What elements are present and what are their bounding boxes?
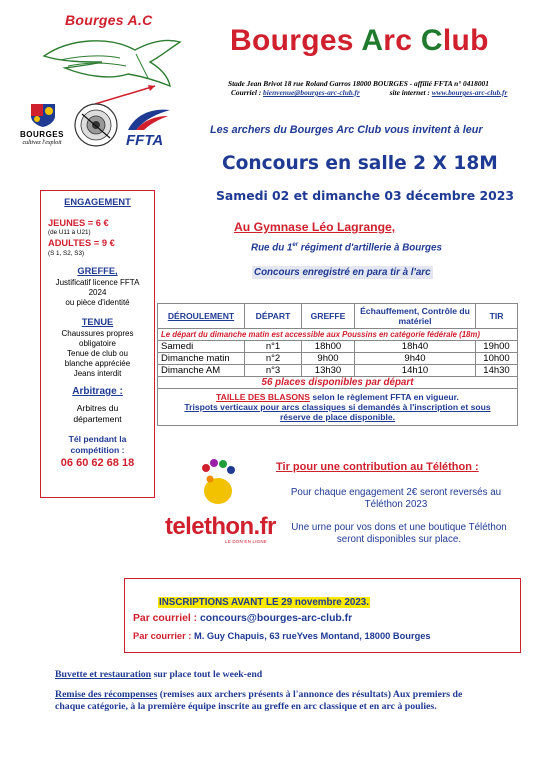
- venue-street-prefix: Rue du 1: [251, 242, 293, 254]
- blasons-cell: [158, 389, 518, 426]
- remise-line-2: chaque catégorie, à la première équipe inscrite au greffe en arc classique et en arc à poulies.: [55, 701, 437, 712]
- inscriptions-deadline: INSCRIPTIONS AVANT LE 29 novembre 2023.: [159, 597, 369, 608]
- telethon-line-2: Téléthon 2023: [364, 499, 428, 510]
- row-1-day: Samedi: [158, 341, 245, 353]
- courrier-label: Par courrier :: [133, 631, 192, 641]
- remise-text: (remises aux archers présents à l'annonce des résultats) Aux premiers de: [157, 689, 463, 700]
- archery-badge-logo: [72, 98, 120, 152]
- header-greffe: GREFFE: [302, 304, 355, 329]
- club-contact-line: [231, 88, 507, 97]
- row-2-day: Dimanche matin: [158, 353, 245, 365]
- header-echauffement: Échauffement, Contrôle du matériel: [355, 304, 476, 329]
- inscriptions-courrier: [133, 631, 431, 641]
- arbitrage-line-1: Arbitres du: [76, 403, 119, 413]
- table-row: [158, 365, 518, 377]
- greffe-title: GREFFE,: [77, 266, 118, 276]
- tenue-title: TENUE: [81, 317, 114, 327]
- schedule-table: [157, 303, 518, 426]
- para-registration: Concours enregistré en para tir à l'arc: [254, 267, 431, 278]
- courriel-label: Courriel :: [231, 88, 262, 97]
- header-deroulement: DÉROULEMENT: [158, 304, 245, 329]
- bourges-emblem-icon: [28, 100, 58, 128]
- schedule-note: Le départ du dimanche matin est accessible aux Poussins en catégorie fédérale (18m): [158, 329, 518, 341]
- ffta-logo: [122, 104, 174, 154]
- row-2-depart: n°2: [245, 353, 302, 365]
- tel-line-2: compétition :: [70, 445, 125, 455]
- venue-name: Au Gymnase Léo Lagrange,: [234, 220, 396, 234]
- buvette-line: [55, 669, 262, 680]
- bourges-name: BOURGES: [20, 130, 64, 139]
- row-2-tir: 10h00: [476, 353, 518, 365]
- title-part-4: C: [420, 24, 443, 57]
- greffe-line-3: ou pièce d'identité: [65, 298, 130, 307]
- table-row: [158, 341, 518, 353]
- inscriptions-box: [124, 578, 521, 653]
- row-2-greffe: 9h00: [302, 353, 355, 365]
- ffta-text: FFTA: [126, 132, 164, 149]
- title-part-5: lub: [442, 24, 489, 57]
- tenue-line-1: Chaussures propres: [61, 329, 134, 338]
- club-logo: [40, 8, 190, 103]
- jeunes-note: (de U11 à U21): [48, 229, 91, 236]
- arbitrage-line-2: département: [73, 414, 122, 424]
- row-3-echauffement: 14h10: [355, 365, 476, 377]
- tenue-line-5: Jeans interdit: [73, 369, 122, 378]
- telethon-logo: [165, 514, 277, 546]
- jeunes-label: JEUNES: [48, 218, 86, 228]
- title-part-2: A: [361, 24, 384, 57]
- bourges-city-logo: [12, 100, 72, 152]
- courriel-link[interactable]: bienvenue@bourges-arc-club.fr: [263, 88, 360, 97]
- adultes-amount: = 9 €: [91, 238, 115, 248]
- telethon-logo-sub: LE DON EN LIGNE: [225, 539, 268, 544]
- tenue-line-4: blanche appréciée: [64, 359, 131, 368]
- club-title: [230, 24, 489, 58]
- telethon-logo-text: telethon.fr: [165, 513, 276, 540]
- site-label: site internet :: [389, 88, 430, 97]
- adultes-price: [48, 238, 115, 248]
- tenue-line-3: Tenue de club ou: [67, 349, 128, 358]
- places-available: 56 places disponibles par départ: [158, 377, 518, 389]
- row-3-greffe: 13h30: [302, 365, 355, 377]
- schedule-note-row: [158, 329, 518, 341]
- telethon-title: Tir pour une contribution au Téléthon :: [276, 461, 479, 473]
- target-badge-icon: [72, 98, 120, 152]
- intro-text: Les archers du Bourges Arc Club vous invitent à leur: [210, 124, 483, 136]
- table-row: [158, 353, 518, 365]
- club-address: Stade Jean Brivot 18 rue Roland Garros 18000 BOURGES - affilié FFTA n° 0418001: [228, 79, 489, 88]
- courriel-email[interactable]: concours@bourges-arc-club.fr: [197, 613, 353, 624]
- greffe-line-1: Justificatif licence FFTA: [55, 278, 140, 287]
- ffta-swoosh-icon: [122, 104, 174, 134]
- event-dates: Samedi 02 et dimanche 03 décembre 2023: [216, 188, 514, 203]
- trispots-line-1: Trispots verticaux pour arcs classiques si demandés à l'inscription et sous: [184, 402, 491, 412]
- club-logo-text: Bourges A.C: [65, 12, 153, 28]
- telethon-line-3: Une urne pour vos dons et une boutique Téléthon: [291, 522, 507, 533]
- jeunes-amount: = 6 €: [85, 218, 109, 228]
- row-3-depart: n°3: [245, 365, 302, 377]
- title-part-1: Bourges: [230, 24, 362, 57]
- adultes-note: (S 1, S2, S3): [48, 250, 85, 257]
- title-part-3: rc: [383, 24, 421, 57]
- blasons-label: TAILLE DES BLASONS: [216, 392, 310, 402]
- info-sidebar: [40, 190, 155, 498]
- row-1-greffe: 18h00: [302, 341, 355, 353]
- venue-street-suffix: régiment d'artillerie à Bourges: [298, 242, 442, 254]
- adultes-label: ADULTES: [48, 238, 92, 248]
- venue-street-sup: er: [292, 242, 299, 248]
- row-2-echauffement: 9h40: [355, 353, 476, 365]
- telethon-figure-icon: [198, 458, 238, 508]
- tel-line-1: Tél pendant la: [68, 434, 127, 444]
- blasons-row: [158, 389, 518, 426]
- row-1-echauffement: 18h40: [355, 341, 476, 353]
- courriel-label-insc: Par courriel :: [133, 613, 198, 624]
- tenue-line-2: obligatoire: [79, 339, 116, 348]
- row-3-day: Dimanche AM: [158, 365, 245, 377]
- eagle-icon: [40, 28, 190, 106]
- schedule-header-row: [158, 304, 518, 329]
- header-tir: TIR: [476, 304, 518, 329]
- bourges-tagline: cultivez l'exploit: [22, 140, 62, 146]
- event-title: Concours en salle 2 X 18M: [222, 153, 498, 174]
- header-depart: DÉPART: [245, 304, 302, 329]
- arbitrage-title: Arbitrage :: [72, 386, 123, 397]
- row-1-tir: 19h00: [476, 341, 518, 353]
- buvette-label: Buvette et restauration: [55, 669, 152, 680]
- remise-line-1: [55, 689, 525, 700]
- telethon-figure: [198, 458, 238, 508]
- jeunes-price: [48, 218, 109, 228]
- trispots-line-2: réserve de place disponible.: [279, 412, 396, 422]
- telethon-line-4: seront disponibles sur place.: [336, 534, 462, 545]
- venue-street: [251, 242, 442, 253]
- places-row: [158, 377, 518, 389]
- engagement-title: ENGAGEMENT: [64, 197, 131, 207]
- blasons-text: selon le règlement FFTA en vigueur.: [309, 392, 459, 402]
- greffe-line-2: 2024: [88, 288, 107, 297]
- tel-number: 06 60 62 68 18: [60, 457, 135, 469]
- row-3-tir: 14h30: [476, 365, 518, 377]
- buvette-text: sur place tout le week-end: [151, 669, 263, 680]
- inscriptions-courriel: [133, 613, 352, 624]
- remise-label: Remise des récompenses: [55, 689, 158, 700]
- courrier-address: M. Guy Chapuis, 63 rueYves Montand, 18000 Bourges: [191, 631, 431, 641]
- site-link[interactable]: www.bourges-arc-club.fr: [431, 88, 508, 97]
- row-1-depart: n°1: [245, 341, 302, 353]
- telethon-line-1: Pour chaque engagement 2€ seront reversés au: [290, 487, 502, 498]
